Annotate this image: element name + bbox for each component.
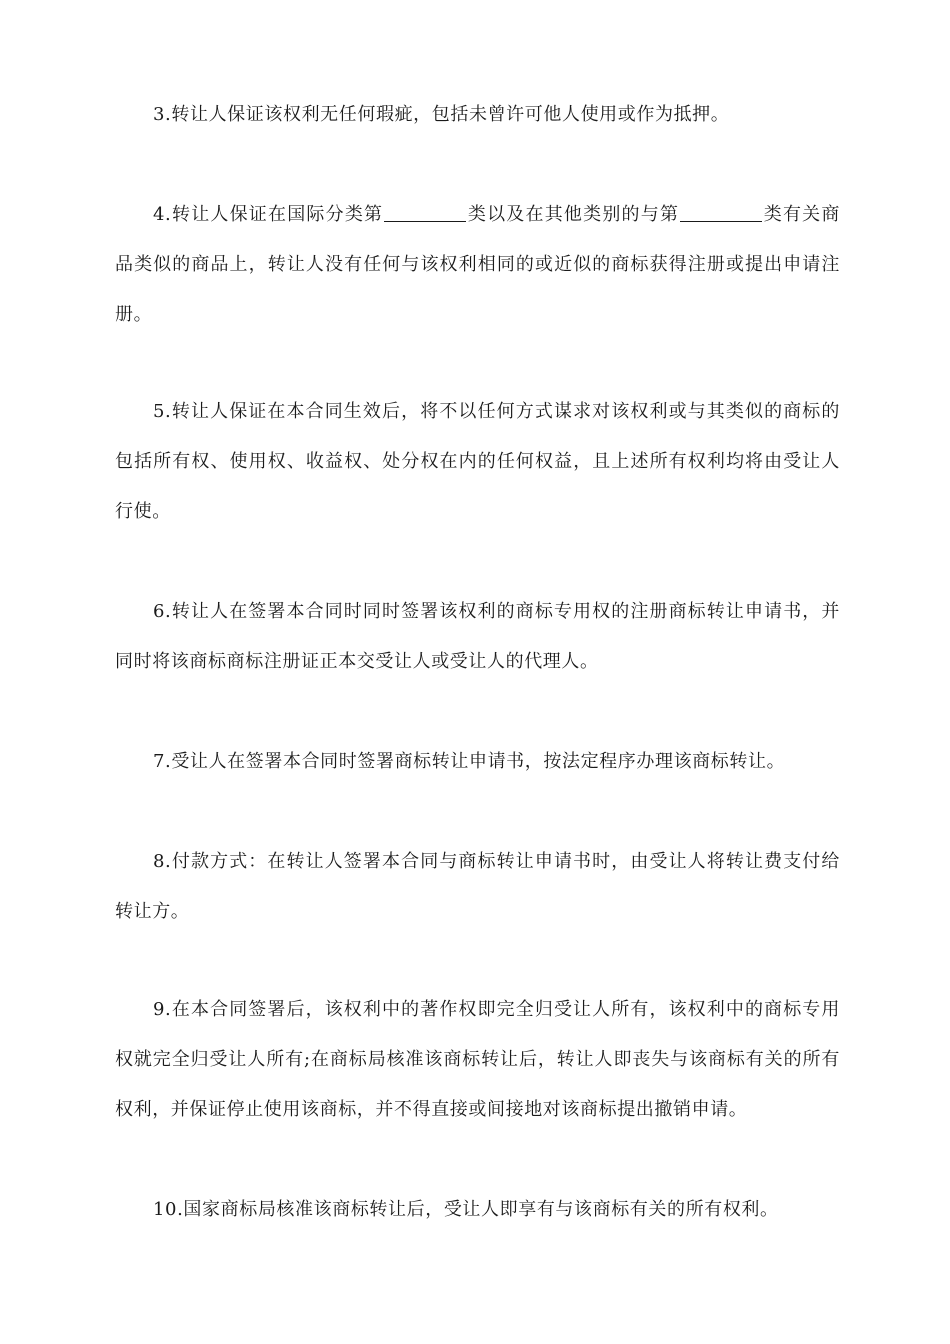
clause-8: 8.付款方式：在转让人签署本合同与商标转让申请书时，由受让人将转让费支付给转让方。 [115,851,840,922]
clause-4-part-3: 类有关商品类似的商品上，转让人没有任何与该权利相同的或近似的商标获得注册或提出申请注册。 [115,204,840,325]
blank-field-related-class [680,203,762,222]
clause-7: 7.受让人在签署本合同时签署商标转让申请书，按法定程序办理该商标转让。 [153,751,786,772]
blank-field-class-number [384,203,466,222]
clause-10: 10.国家商标局核准该商标转让后，受让人即享有与该商标有关的所有权利。 [153,1199,779,1220]
clause-3: 3.转让人保证该权利无任何瑕疵，包括未曾许可他人使用或作为抵押。 [153,104,730,125]
clause-6: 6.转让人在签署本合同时同时签署该权利的商标专用权的注册商标转让申请书，并同时将该商标商标注册证正本交受让人或受让人的代理人。 [115,601,840,672]
clause-4-part-1: 4.转让人保证在国际分类第 [153,204,384,225]
clause-9: 9.在本合同签署后，该权利中的著作权即完全归受让人所有，该权利中的商标专用权就完全归受让人所有;在商标局核准该商标转让后，转让人即丧失与该商标有关的所有权利，并保证停止使用该商标，并不得直接或间接地对该商标提出撤销申请。 [115,999,840,1120]
clause-4-part-2: 类以及在其他类别的与第 [467,204,680,225]
clause-5: 5.转让人保证在本合同生效后，将不以任何方式谋求对该权利或与其类似的商标的包括所有权、使用权、收益权、处分权在内的任何权益，且上述所有权利均将由受让人行使。 [115,401,840,522]
clause-4 [115,190,840,340]
